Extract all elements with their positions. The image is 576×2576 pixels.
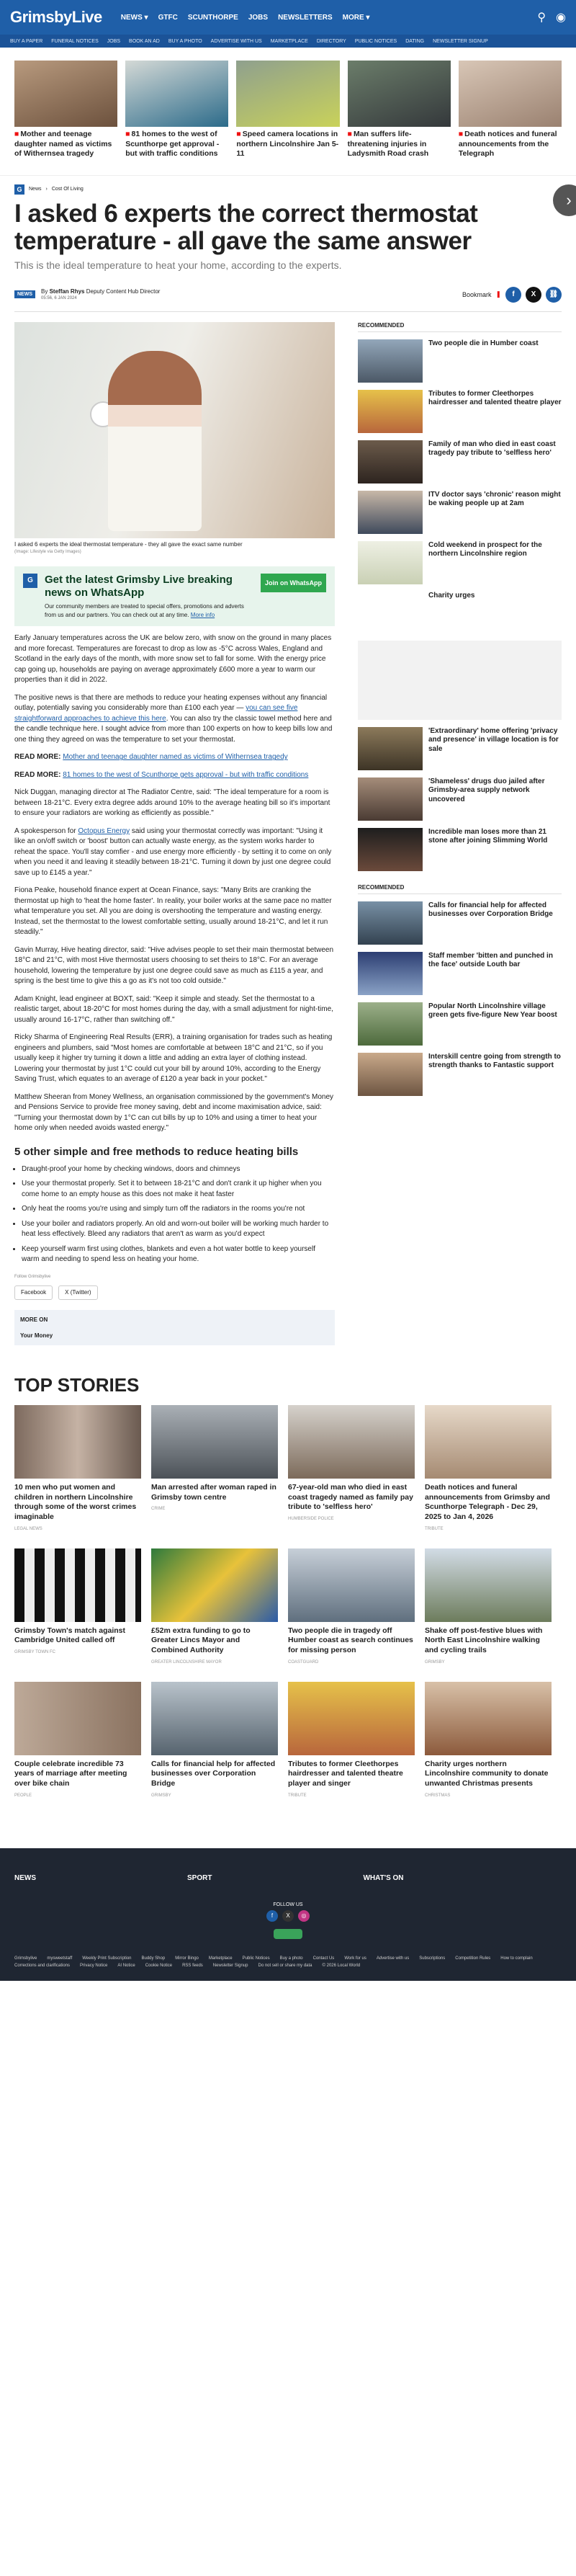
recommended-item[interactable]: Charity urges: [358, 592, 562, 635]
paragraph: Gavin Murray, Hive heating director, said: "Hive advises people to set their main thermostat between 18°C and 21°C, with most Hive thermostat users choosing to set theirs to 18°C. For an average household, lowering the temperature by just one degree could save as much as £115 a year, and spring is the best time to give this a go as it's not too cold outside.": [14, 945, 334, 986]
join-whatsapp-button[interactable]: Join on WhatsApp: [261, 574, 326, 592]
article-title: I asked 6 experts the correct thermostat temperature - all gave the same answer: [14, 199, 478, 255]
recommended-item[interactable]: Calls for financial help for affected businesses over Corporation Bridge: [358, 901, 562, 945]
promo-title[interactable]: Mother and teenage daughter named as victims of Withernsea tragedy: [14, 130, 112, 159]
footer-link[interactable]: Buy a photo: [279, 1956, 303, 1961]
story-image: [288, 1548, 415, 1622]
promo-title[interactable]: Man suffers life-threatening injuries in Ladysmith Road crash: [347, 130, 429, 159]
subnav-item[interactable]: PUBLIC NOTICES: [354, 38, 397, 44]
subnav-item[interactable]: JOBS: [107, 38, 121, 44]
story-card[interactable]: 67-year-old man who died in east coast tragedy named as family pay tribute to 'selfless hero' HUMBERSIDE POLICE: [288, 1405, 415, 1531]
nav-news[interactable]: NEWS ▾: [120, 13, 148, 22]
ipso-badge-icon: [274, 1929, 302, 1939]
read-more-link[interactable]: 81 homes to the west of Scunthorpe gets approval - but with traffic conditions: [63, 770, 309, 779]
divider: [14, 311, 562, 312]
footer-links: [14, 1956, 562, 1968]
recommended-item[interactable]: Interskill centre going from strength to strength thanks to Fantastic support: [358, 1053, 562, 1096]
footer-link[interactable]: Mirror Bingo: [175, 1956, 199, 1961]
footer-link[interactable]: Competition Rules: [455, 1956, 491, 1961]
recommended-item[interactable]: 'Extraordinary' home offering 'privacy and presence' in village location is for sale: [358, 727, 562, 770]
subnav-item[interactable]: DATING: [405, 38, 425, 44]
breadcrumb: [14, 184, 562, 195]
top-stories-heading: TOP STORIES: [14, 1374, 140, 1396]
subnav-item[interactable]: ADVERTISE WITH US: [210, 38, 262, 44]
footer-link[interactable]: Work for us: [344, 1956, 366, 1961]
user-icon[interactable]: ◉: [556, 12, 566, 24]
publish-date: 05:56, 6 JAN 2024: [41, 296, 77, 301]
recommended-item[interactable]: ITV doctor says 'chronic' reason might be waking people up at 2am: [358, 491, 562, 534]
footer-link[interactable]: mysweetstaff: [47, 1956, 73, 1961]
thumb-image: [358, 339, 423, 383]
footer-whats-on-link[interactable]: WHAT'S ON: [363, 1873, 404, 1882]
chevron-right-icon: ›: [45, 187, 48, 192]
image-credit: (Image: Lifestyle via Getty Images): [14, 549, 81, 554]
top-stories: [0, 1374, 576, 1797]
list-item: • Draught-proof your home by checking windows, doors and chimneys: [22, 1164, 335, 1175]
nav-jobs[interactable]: JOBS: [248, 13, 269, 22]
nav-more[interactable]: MORE ▾: [342, 13, 370, 22]
bullet-icon: ■: [14, 130, 19, 138]
tips-list: [22, 1164, 335, 1265]
thumb-image: [358, 901, 423, 945]
story-image: [14, 1405, 141, 1479]
promo-strip: [0, 48, 576, 176]
recommended-item[interactable]: Family of man who died in east coast tragedy pay tribute to 'selfless hero': [358, 440, 562, 483]
promo-card[interactable]: [348, 61, 451, 159]
promo-card[interactable]: [125, 61, 228, 159]
subnav-item[interactable]: BUY A PHOTO: [168, 38, 202, 44]
list-item: • Only heat the rooms you're using and simply turn off the radiators in the rooms you're not: [22, 1204, 335, 1215]
footer-link[interactable]: Weekly Print Subscription: [82, 1956, 132, 1961]
site-badge-icon: G: [14, 184, 24, 195]
footer-link[interactable]: Newsletter Signup: [212, 1963, 248, 1968]
author-name[interactable]: Steffan Rhys: [49, 288, 85, 295]
thumb-image: [358, 1002, 423, 1046]
author-prefix: By: [41, 288, 48, 295]
paragraph: Adam Knight, lead engineer at BOXT, said: "Keep it simple and steady. Set the thermostat to a realistic target, about 18-20°C for most homes during the day, with a small adjustment for night-time, usually around 16-17°C, rather than switching off.": [14, 994, 333, 1024]
story-image: [151, 1548, 278, 1622]
nav-newsletters[interactable]: NEWSLETTERS: [278, 13, 333, 22]
promo-card[interactable]: [236, 61, 339, 159]
next-article-arrow-icon[interactable]: ›: [553, 184, 576, 216]
promo-card[interactable]: [14, 61, 117, 159]
thumb-image: [358, 1053, 423, 1096]
paragraph: Nick Duggan, managing director at The Radiator Centre, said: "The ideal temperature for a room is between 18-21°C. Every extra degree adds around 10% to the average heating bill so it's important to ensure your radiators are working as efficiently as possible.": [14, 788, 330, 818]
sidebar-heading: RECOMMENDED: [358, 322, 562, 332]
main-nav: [121, 14, 370, 22]
inline-link[interactable]: you can see five straightforward approaches to achieve this here: [14, 704, 298, 723]
paragraph: Ricky Sharma of Engineering Real Results (ERR), a training organisation for trades such as heating engineers and plumbers, said "Most homes are comfortable at between 18°C and 21°C, so if you usually keep it higher try turning it down a little and adding an extra layer of clothing instead. Lowering your thermostat by just 1°C could cut your bill by around 10%, according to the Energy Saving Trust, which equates to an average of £120 a year back in your pocket.": [14, 1033, 333, 1084]
footer-link[interactable]: Public Notices: [242, 1956, 270, 1961]
person-shape: [108, 351, 202, 531]
footer-link: © 2026 Local World: [322, 1963, 361, 1968]
story-card[interactable]: 10 men who put women and children in northern Lincolnshire through some of the worst crimes imaginable LEGAL NEWS: [14, 1405, 141, 1531]
thumb-image: [358, 491, 423, 534]
story-card[interactable]: Man arrested after woman raped in Grimsby town centre CRIME: [151, 1405, 278, 1531]
link-icon[interactable]: ⛓: [546, 287, 562, 303]
article-subtitle: This is the ideal temperature to heat your home, according to the experts.: [14, 259, 342, 271]
instagram-icon[interactable]: ◎: [298, 1910, 310, 1922]
thumb-image: [358, 390, 423, 433]
recommended-item[interactable]: Cold weekend in prospect for the northern Lincolnshire region: [358, 541, 562, 584]
site-logo[interactable]: GrimsbyLive: [10, 8, 102, 26]
story-card[interactable]: Calls for financial help for affected businesses over Corporation Bridge GRIMSBY: [151, 1682, 278, 1798]
thumb-image: [358, 440, 423, 483]
bookmark-label[interactable]: Bookmark: [462, 290, 492, 298]
story-card[interactable]: Grimsby Town's match against Cambridge United called off GRIMSBY TOWN FC: [14, 1548, 141, 1664]
author-role: Deputy Content Hub Director: [86, 288, 161, 295]
recommended-item[interactable]: Two people die in Humber coast: [358, 339, 562, 383]
secondary-nav: [0, 35, 576, 48]
advert-slot: [358, 641, 562, 720]
thumb-image: [358, 828, 423, 871]
footer-link[interactable]: RSS feeds: [182, 1963, 203, 1968]
story-card[interactable]: Two people die in tragedy off Humber coast as search continues for missing person COASTGUARD: [288, 1548, 415, 1664]
recommended-item[interactable]: Staff member 'bitten and punched in the face' outside Louth bar: [358, 952, 562, 995]
promo-image: [348, 61, 451, 127]
site-badge-icon: G: [23, 574, 37, 588]
promo-image: [14, 61, 117, 127]
paragraph: Matthew Sheeran from Money Wellness, an organisation commissioned by the government's Money and Pensions Service to provide free money saving, debt and income maximisation advice, said: "Turning your thermostat down by 1°C can cut bills by up to 10% and using a timer to heat your home only when needed avoids wasted energy.": [14, 1092, 334, 1133]
share-facebook-button[interactable]: Facebook: [14, 1285, 53, 1300]
subnav-item[interactable]: BUY A PAPER: [10, 38, 43, 44]
read-more: READ MORE: 81 homes to the west of Scunthorpe gets approval - but with traffic conditions: [14, 770, 309, 779]
nav-scunthorpe[interactable]: SCUNTHORPE: [187, 13, 238, 22]
follow-tag[interactable]: Follow Grimsbylive: [14, 1274, 51, 1279]
top-navbar: [0, 0, 576, 35]
promo-image: [459, 61, 562, 127]
recommended-item[interactable]: Tributes to former Cleethorpes hairdresser and talented theatre player: [358, 390, 562, 433]
facebook-icon[interactable]: f: [505, 287, 521, 303]
footer-link[interactable]: Cookie Notice: [145, 1963, 173, 1968]
bookmark-icon[interactable]: ❚: [495, 290, 501, 298]
article-body: [14, 322, 335, 1345]
bullet-icon: ■: [236, 130, 241, 138]
story-card[interactable]: Shake off post-festive blues with North East Lincolnshire walking and cycling trails GRIMSBY: [425, 1548, 552, 1664]
story-card[interactable]: £52m extra funding to go to Greater Lincs Mayor and Combined Authority GREATER LINCOLNSHIRE MAYOR: [151, 1548, 278, 1664]
x-icon[interactable]: X: [282, 1910, 294, 1922]
story-image: [288, 1405, 415, 1479]
footer-sport-link[interactable]: SPORT: [187, 1873, 212, 1882]
section-heading: 5 other simple and free methods to reduce heating bills: [14, 1145, 299, 1158]
x-icon[interactable]: X: [526, 287, 541, 303]
subnav-item[interactable]: BOOK AN AD: [129, 38, 160, 44]
image-caption: I asked 6 experts the ideal thermostat temperature - they all gave the exact same number: [14, 540, 243, 548]
sidebar: [358, 322, 562, 1345]
story-image: [151, 1405, 278, 1479]
footer-link[interactable]: AI Notice: [117, 1963, 135, 1968]
share-x-button[interactable]: X (Twitter): [58, 1285, 97, 1300]
subnav-item[interactable]: DIRECTORY: [316, 38, 346, 44]
footer-link[interactable]: How to complain: [500, 1956, 533, 1961]
follow-us-label: FOLLOW US: [273, 1902, 303, 1907]
story-image: [14, 1682, 141, 1755]
story-image: [425, 1548, 552, 1622]
footer-link[interactable]: Do not sell or share my data: [258, 1963, 312, 1968]
thumb-image: [358, 727, 423, 770]
story-image: [14, 1548, 141, 1622]
subnav-item[interactable]: MARKETPLACE: [270, 38, 308, 44]
footer-link[interactable]: Subscriptions: [419, 1956, 446, 1961]
article: [0, 184, 576, 1345]
share-bar: [14, 1285, 335, 1300]
thumb-image: [358, 777, 423, 821]
subnav-item[interactable]: FUNERAL NOTICES: [51, 38, 99, 44]
paragraph: A spokesperson for Octopus Energy said using your thermostat correctly was important: "Using it like an on/off switch or 'boost' button can actually waste energy, as the system works harder to reheat the space. You'll stay comfier - and use energy more efficiently - by setting it to come on only when you need it and leaving it steadily between 18-21°C. Turning it down by just one degree could save up to £145 a year.": [14, 826, 332, 877]
nav-gtfc[interactable]: GTFC: [158, 13, 178, 22]
more-on-heading: MORE ON: [20, 1316, 48, 1323]
promo-image: [236, 61, 339, 127]
story-image: [288, 1682, 415, 1755]
sidebar-heading: RECOMMENDED: [358, 884, 562, 894]
news-badge: NEWS: [14, 290, 35, 298]
footer-link[interactable]: Buddy Shop: [141, 1956, 166, 1961]
recommended-item[interactable]: Popular North Lincolnshire village green gets five-figure New Year boost: [358, 1002, 562, 1046]
read-more: READ MORE: Mother and teenage daughter named as victims of Withernsea tragedy: [14, 753, 288, 762]
story-image: [425, 1682, 552, 1755]
story-card[interactable]: Couple celebrate incredible 73 years of marriage after meeting over bike chain PEOPLE: [14, 1682, 141, 1798]
thumb-image: [358, 541, 423, 584]
more-on-box: [14, 1310, 335, 1345]
read-more-link[interactable]: Mother and teenage daughter named as victims of Withernsea tragedy: [63, 753, 288, 762]
footer-news-link[interactable]: NEWS: [14, 1873, 36, 1882]
whatsapp-title: Get the latest Grimsby Live breaking news on WhatsApp: [45, 574, 233, 600]
hero-image: [14, 322, 335, 538]
subnav-item[interactable]: NEWSLETTER SIGNUP: [433, 38, 488, 44]
thumb-image: [358, 592, 423, 635]
recommended-item[interactable]: Incredible man loses more than 21 stone after joining Slimming World: [358, 828, 562, 871]
facebook-icon[interactable]: f: [266, 1910, 278, 1922]
story-image: [151, 1682, 278, 1755]
footer-link[interactable]: Advertise with us: [376, 1956, 410, 1961]
recommended-item[interactable]: 'Shameless' drugs duo jailed after Grimsby-area supply network uncovered: [358, 777, 562, 821]
bullet-icon: ■: [458, 130, 464, 138]
list-item: • Use your boiler and radiators properly. An old and worn-out boiler will be working much harder to heat less effectively. Bleed any radiators that aren't as warm as you'd expect: [22, 1219, 335, 1240]
footer-link[interactable]: Grimsbylive: [14, 1956, 37, 1961]
footer-link[interactable]: Privacy Notice: [80, 1963, 108, 1968]
bullet-icon: ■: [347, 130, 352, 138]
paragraph: Fiona Peake, household finance expert at Ocean Finance, says: "Many Brits are cranking the thermostat up high to 'heat the home faster'. In reality, your boiler works at the same pace no matter what temperature you set. All you are doing is overshooting the temperature and wasting energy. Instead, set the thermostat to the lowest comfortable setting, usually around 18-21°C, and let it run steadily.": [14, 886, 332, 937]
byline: [14, 287, 562, 303]
list-item: • Use your thermostat properly. Set it to between 18-21°C and don't crank it up higher when you come home to an empty house as this does not make it heat faster: [22, 1179, 335, 1200]
story-card[interactable]: Tributes to former Cleethorpes hairdresser and talented theatre player and singer TRIBUTE: [288, 1682, 415, 1798]
promo-card[interactable]: [459, 61, 562, 159]
breadcrumb-item[interactable]: News: [29, 187, 42, 192]
whatsapp-promo: [14, 566, 335, 626]
footer-link[interactable]: Contact Us: [312, 1956, 335, 1961]
story-image: [425, 1405, 552, 1479]
list-item: • Keep yourself warm first using clothes, blankets and even a hot water bottle to keep yourself warm and needing to spend less on heating your home.: [22, 1244, 335, 1265]
search-icon[interactable]: ⚲: [537, 12, 546, 24]
story-card[interactable]: Death notices and funeral announcements from Grimsby and Scunthorpe Telegraph - Dec 29, 2025 to Jan 4, 2026 TRIBUTE: [425, 1405, 552, 1531]
paragraph: Early January temperatures across the UK are below zero, with snow on the ground in many places and more forecast. Temperatures are forecast to drop as low as -5°C across Wales, England and Scotland in the early days of the month, with more snow set to fall for some. With the energy price cap going up, households are paying on average approximately £600 more a year to warm our properties than it did in 2022.: [14, 634, 332, 685]
story-card[interactable]: Charity urges northern Lincolnshire community to donate unwanted Christmas presents CHRISTMAS: [425, 1682, 552, 1798]
more-info-link[interactable]: More info: [190, 611, 215, 618]
more-on-topic[interactable]: Your Money: [20, 1332, 53, 1339]
promo-title[interactable]: 81 homes to the west of Scunthorpe get approval - but with traffic conditions: [125, 130, 220, 159]
footer: [0, 1848, 576, 1981]
promo-title[interactable]: Speed camera locations in northern Lincolnshire Jan 5-11: [236, 130, 339, 159]
paragraph: The positive news is that there are methods to reduce your heating expenses without any financial outlay, potentially saving you considerably more than £100 each year — you can see five straightforward approaches to achieve this here. You can also try the classic towel method here and the candle technique here. I sought advice from more than 100 experts on how to keep bills low and one thing they agreed on was the temperature to set your thermostat.: [14, 693, 333, 744]
whatsapp-body: Our community members are treated to special offers, promotions and adverts from us and our partners. You can check out at any time.: [45, 603, 244, 618]
footer-link[interactable]: Corrections and clarifications: [14, 1963, 71, 1968]
promo-title[interactable]: Death notices and funeral announcements from the Telegraph: [458, 130, 557, 159]
breadcrumb-item[interactable]: Cost Of Living: [51, 187, 84, 192]
inline-link[interactable]: Octopus Energy: [78, 826, 130, 835]
thumb-image: [358, 952, 423, 995]
promo-image: [125, 61, 228, 127]
bullet-icon: ■: [125, 130, 130, 138]
footer-link[interactable]: Marketplace: [208, 1956, 233, 1961]
